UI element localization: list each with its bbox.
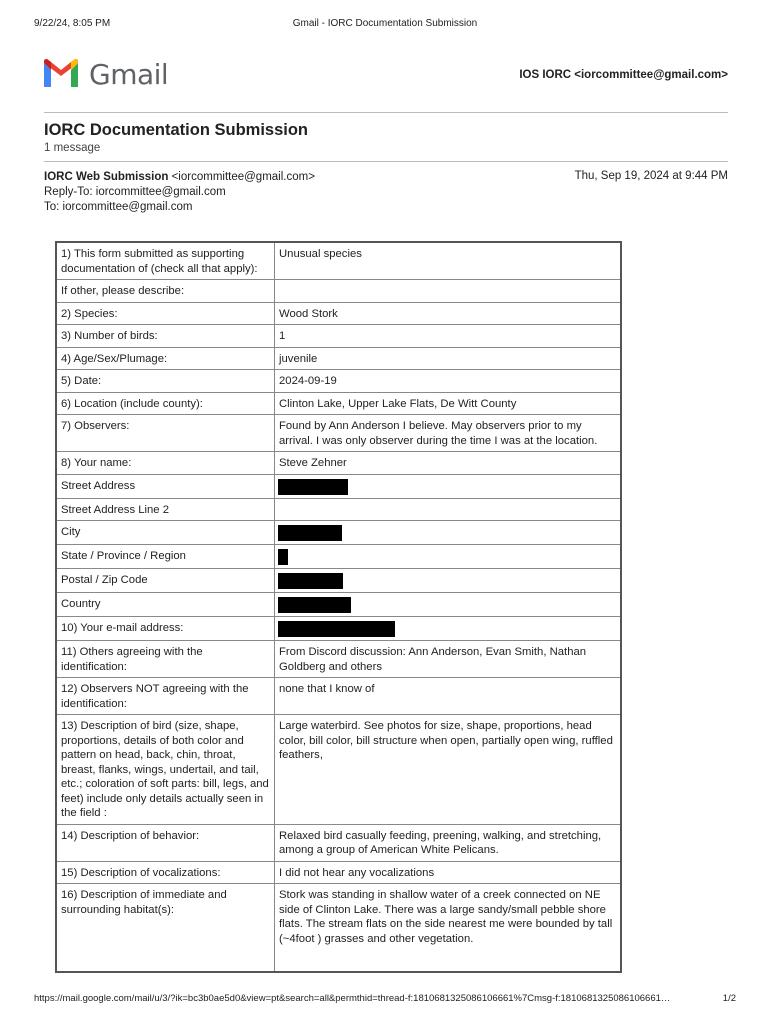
form-answer: Wood Stork — [275, 302, 622, 325]
gmail-m-icon — [42, 59, 80, 89]
form-question: 15) Description of vocalizations: — [56, 861, 275, 884]
form-question: 5) Date: — [56, 370, 275, 393]
form-row — [56, 593, 621, 617]
submission-form-table — [55, 241, 622, 973]
form-row — [56, 861, 621, 884]
message-meta — [44, 170, 315, 215]
form-answer — [275, 593, 622, 617]
form-row — [56, 347, 621, 370]
print-title: Gmail - IORC Documentation Submission — [292, 18, 478, 29]
form-row — [56, 415, 621, 452]
header-divider — [44, 112, 728, 113]
form-answer: Large waterbird. See photos for size, shape, proportions, head color, bill color, bill structure when open, partially open wing, ruffled feathers, — [275, 715, 622, 825]
form-question: Street Address Line 2 — [56, 498, 275, 521]
sender-name: IORC Web Submission — [44, 171, 169, 183]
form-row — [56, 617, 621, 641]
form-answer — [275, 617, 622, 641]
form-question: 3) Number of birds: — [56, 325, 275, 348]
form-answer: none that I know of — [275, 678, 622, 715]
form-answer — [275, 521, 622, 545]
form-question: City — [56, 521, 275, 545]
form-row — [56, 370, 621, 393]
form-question: 4) Age/Sex/Plumage: — [56, 347, 275, 370]
form-row — [56, 884, 621, 973]
account-label: IOS IORC <iorcommittee@gmail.com> — [519, 69, 728, 81]
form-question: 7) Observers: — [56, 415, 275, 452]
form-answer: 1 — [275, 325, 622, 348]
form-row — [56, 569, 621, 593]
form-question: 1) This form submitted as supporting documentation of (check all that apply): — [56, 242, 275, 280]
form-answer: Relaxed bird casually feeding, preening, walking, and stretching, among a group of American White Pelicans. — [275, 824, 622, 861]
redaction-bar — [278, 525, 342, 541]
redaction-bar — [278, 597, 351, 613]
form-row — [56, 280, 621, 303]
form-answer: Unusual species — [275, 242, 622, 280]
form-row — [56, 325, 621, 348]
form-answer: juvenile — [275, 347, 622, 370]
subject-divider — [44, 161, 728, 162]
form-answer: From Discord discussion: Ann Anderson, Evan Smith, Nathan Goldberg and others — [275, 641, 622, 678]
redaction-bar — [278, 621, 395, 637]
print-url: https://mail.google.com/mail/u/3/?ik=bc3b0ae5d0&view=pt&search=all&permthid=thread-f:1810681325086106661%7Cmsg-f:1810681325086106661… — [34, 993, 671, 1004]
form-row — [56, 474, 621, 498]
form-row — [56, 521, 621, 545]
form-answer: 2024-09-19 — [275, 370, 622, 393]
form-answer — [275, 545, 622, 569]
page-number: 1/2 — [722, 993, 736, 1004]
form-answer — [275, 474, 622, 498]
form-answer — [275, 569, 622, 593]
form-answer: Stork was standing in shallow water of a creek connected on NE side of Clinton Lake. There was a large sandy/small pebble shore flats. The stream flats on the side nearest me were bounded by tall (~4foot ) grasses and other vegetation. — [275, 884, 622, 973]
form-answer — [275, 280, 622, 303]
form-question: 16) Description of immediate and surrounding habitat(s): — [56, 884, 275, 973]
form-row — [56, 452, 621, 475]
message-date: Thu, Sep 19, 2024 at 9:44 PM — [574, 170, 728, 182]
gmail-logo-text: Gmail — [89, 57, 169, 91]
form-question: Country — [56, 593, 275, 617]
form-question: 2) Species: — [56, 302, 275, 325]
form-row — [56, 392, 621, 415]
print-datetime: 9/22/24, 8:05 PM — [34, 18, 111, 29]
redaction-bar — [278, 549, 288, 565]
gmail-logo[interactable] — [42, 58, 168, 90]
redaction-bar — [278, 573, 343, 589]
redaction-bar — [278, 479, 348, 495]
form-question: 10) Your e-mail address: — [56, 617, 275, 641]
form-answer: Found by Ann Anderson I believe. May observers prior to my arrival. I was only observer during the time I was at the location. — [275, 415, 622, 452]
form-row — [56, 242, 621, 280]
message-count: 1 message — [44, 142, 101, 154]
form-answer — [275, 498, 622, 521]
form-question: Street Address — [56, 474, 275, 498]
form-question: 6) Location (include county): — [56, 392, 275, 415]
form-row — [56, 715, 621, 825]
form-question: State / Province / Region — [56, 545, 275, 569]
form-row — [56, 678, 621, 715]
form-question: 12) Observers NOT agreeing with the identification: — [56, 678, 275, 715]
form-row — [56, 545, 621, 569]
form-question: If other, please describe: — [56, 280, 275, 303]
form-question: Postal / Zip Code — [56, 569, 275, 593]
form-row — [56, 302, 621, 325]
form-question: 11) Others agreeing with the identification: — [56, 641, 275, 678]
form-answer: Clinton Lake, Upper Lake Flats, De Witt County — [275, 392, 622, 415]
form-row — [56, 641, 621, 678]
sender-line — [44, 170, 315, 185]
thread-subject: IORC Documentation Submission — [44, 121, 309, 139]
form-question: 13) Description of bird (size, shape, proportions, details of both color and pattern on head, back, chin, throat, breast, flanks, wings, undertail, and tail, etc.; coloration of soft parts: bill, legs, and feet) include only details actually seen in the field : — [56, 715, 275, 825]
form-row — [56, 498, 621, 521]
reply-to: Reply-To: iorcommittee@gmail.com — [44, 186, 226, 198]
form-answer: I did not hear any vocalizations — [275, 861, 622, 884]
recipient: To: iorcommittee@gmail.com — [44, 201, 193, 213]
form-question: 14) Description of behavior: — [56, 824, 275, 861]
form-question: 8) Your name: — [56, 452, 275, 475]
form-row — [56, 824, 621, 861]
form-answer: Steve Zehner — [275, 452, 622, 475]
sender-email: <iorcommittee@gmail.com> — [171, 171, 315, 183]
